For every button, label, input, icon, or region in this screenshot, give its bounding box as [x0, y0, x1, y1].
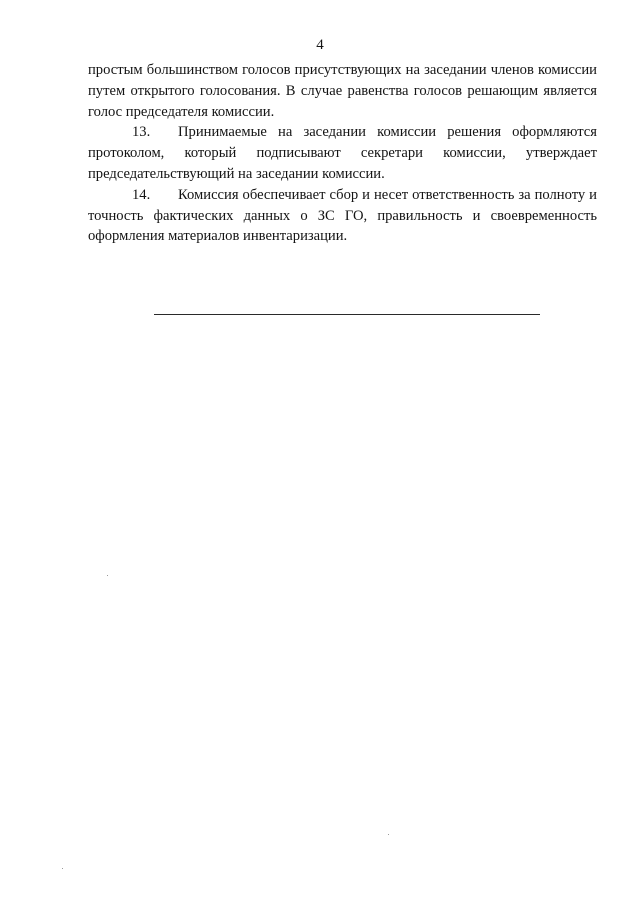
paragraph-13-text: Принимаемые на заседании комиссии решения оформляются протоколом, который подписывают секретари комиссии, утверждает председательствующий на заседании комиссии. [88, 124, 597, 182]
scan-speck [62, 868, 63, 869]
paragraph-14-text: Комиссия обеспечивает сбор и несет ответственность за полноту и точность фактических данных о ЗС ГО, правильность и своевременность оформления материалов инвентаризации. [88, 186, 597, 245]
paragraph-13-number: 13. [132, 124, 151, 141]
scan-speck [107, 575, 108, 576]
paragraph-13 [88, 122, 597, 184]
page-number: 4 [316, 37, 324, 53]
paragraph-continuation: простым большинством голосов присутствующих на заседании членов комиссии путем открытого голосования. В случае равенства голосов решающим является голос председателя комиссии. [88, 62, 597, 120]
document-body [88, 60, 597, 247]
paragraph-14-number: 14. [132, 186, 151, 203]
end-separator-line [154, 314, 540, 315]
scan-speck [388, 834, 389, 835]
paragraph-14 [88, 185, 597, 247]
